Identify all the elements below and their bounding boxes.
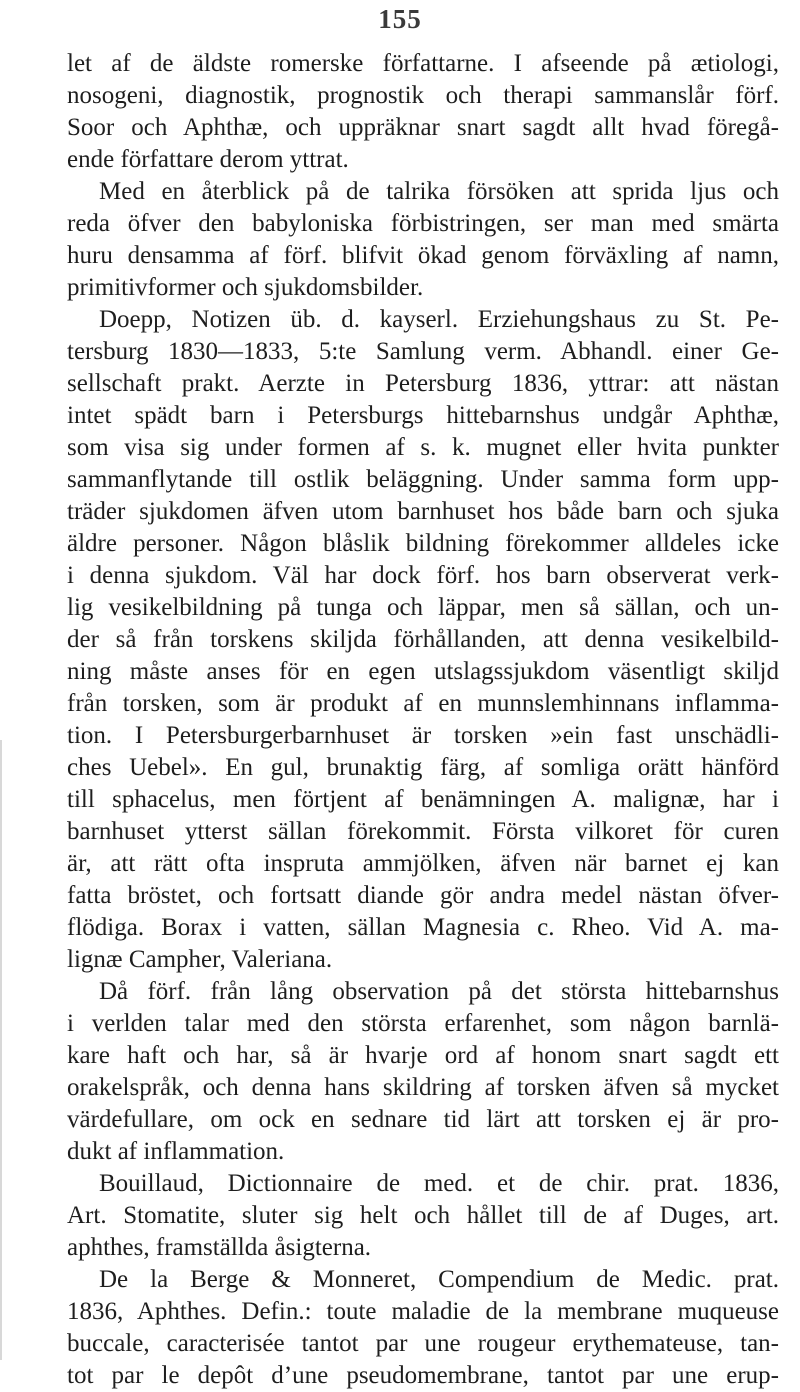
text-line: De la Berge & Monneret, Compendium de Medic. prat. <box>99 1266 779 1293</box>
text-line: orakelspråk, och denna hans skildring af torsken äfven så mycket <box>67 1074 779 1101</box>
text-line: intet spädt barn i Petersburgs hittebarnshus undgår Aphthæ, <box>67 402 779 429</box>
text-line: Med en återblick på de talrika försöken att sprida ljus och <box>99 178 779 205</box>
text-line: barnhuset ytterst sällan förekommit. Första vilkoret för curen <box>67 818 779 845</box>
text-line: tersburg 1830—1833, 5:te Samlung verm. Abhandl. einer Ge- <box>67 338 779 365</box>
text-line: dukt af inflammation. <box>67 1138 285 1165</box>
text-line: lignæ Campher, Valeriana. <box>67 946 333 973</box>
text-line: värdefullare, om ock en sednare tid lärt att torsken ej är pro- <box>67 1106 779 1133</box>
text-line: sammanflytande till ostlik beläggning. Under samma form upp- <box>67 466 779 493</box>
text-line: ning måste anses för en egen utslagssjukdom väsentligt skiljd <box>67 658 779 685</box>
text-line: primitivformer och sjukdomsbilder. <box>67 274 424 301</box>
text-line: nosogeni, diagnostik, prognostik och therapi sammanslår förf. <box>67 82 779 109</box>
text-line: är, att rätt ofta inspruta ammjölken, äfven när barnet ej kan <box>67 850 779 877</box>
text-line: i denna sjukdom. Väl har dock förf. hos barn observerat verk- <box>67 562 779 589</box>
text-line: ende författare derom yttrat. <box>67 146 349 173</box>
page-number: 155 <box>378 4 422 34</box>
text-line: ches Uebel». En gul, brunaktig färg, af somliga orätt hänförd <box>67 754 779 781</box>
text-line: från torsken, som är produkt af en munnslemhinnans inflamma- <box>67 690 779 717</box>
page-edge-line <box>0 740 2 1360</box>
text-line: i verlden talar med den största erfarenhet, som någon barnlä- <box>67 1010 779 1037</box>
text-line: fatta bröstet, och fortsatt diande gör andra medel nästan öfver- <box>67 882 779 909</box>
text-line: lig vesikelbildning på tunga och läppar, men så sällan, och un- <box>67 594 779 621</box>
text-line: tot par le depôt d’une pseudomembrane, tantot par une erup- <box>67 1362 779 1389</box>
text-line: aphthes, framställda åsigterna. <box>67 1234 372 1261</box>
text-line: flödiga. Borax i vatten, sällan Magnesia c. Rheo. Vid A. ma- <box>67 914 779 941</box>
text-line: 1836, Aphthes. Defin.: toute maladie de la membrane muqueuse <box>67 1298 779 1325</box>
text-line: huru densamma af förf. blifvit ökad genom förväxling af namn, <box>67 242 779 269</box>
text-line: träder sjukdomen äfven utom barnhuset hos både barn och sjuka <box>67 498 779 525</box>
text-line: buccale, caracterisée tantot par une rougeur erythemateuse, tan- <box>67 1330 779 1357</box>
text-line: sellschaft prakt. Aerzte in Petersburg 1836, yttrar: att nästan <box>67 370 779 397</box>
text-line: äldre personer. Någon blåslik bildning förekommer alldeles icke <box>67 530 779 557</box>
text-line: Bouillaud, Dictionnaire de med. et de chir. prat. 1836, <box>99 1170 779 1197</box>
text-line: Doepp, Notizen üb. d. kayserl. Erziehungshaus zu St. Pe- <box>99 306 779 333</box>
text-line: Då förf. från lång observation på det största hittebarnshus <box>99 978 779 1005</box>
text-line: kare haft och har, så är hvarje ord af honom snart sagdt ett <box>67 1042 779 1069</box>
text-line: tion. I Petersburgerbarnhuset är torsken »ein fast unschädli- <box>67 722 779 749</box>
text-line: der så från torskens skiljda förhållanden, att denna vesikelbild- <box>67 626 779 653</box>
text-line: som visa sig under formen af s. k. mugnet eller hvita punkter <box>67 434 779 461</box>
text-line: till sphacelus, men förtjent af benämningen A. malignæ, har i <box>67 786 779 813</box>
text-line: Soor och Aphthæ, och uppräknar snart sagdt allt hvad föregå- <box>67 114 779 141</box>
text-line: Art. Stomatite, sluter sig helt och hållet till de af Duges, art. <box>67 1202 779 1229</box>
text-line: reda öfver den babyloniska förbistringen, ser man med smärta <box>67 210 779 237</box>
text-line: let af de äldste romerske författarne. I afseende på ætiologi, <box>67 50 779 77</box>
